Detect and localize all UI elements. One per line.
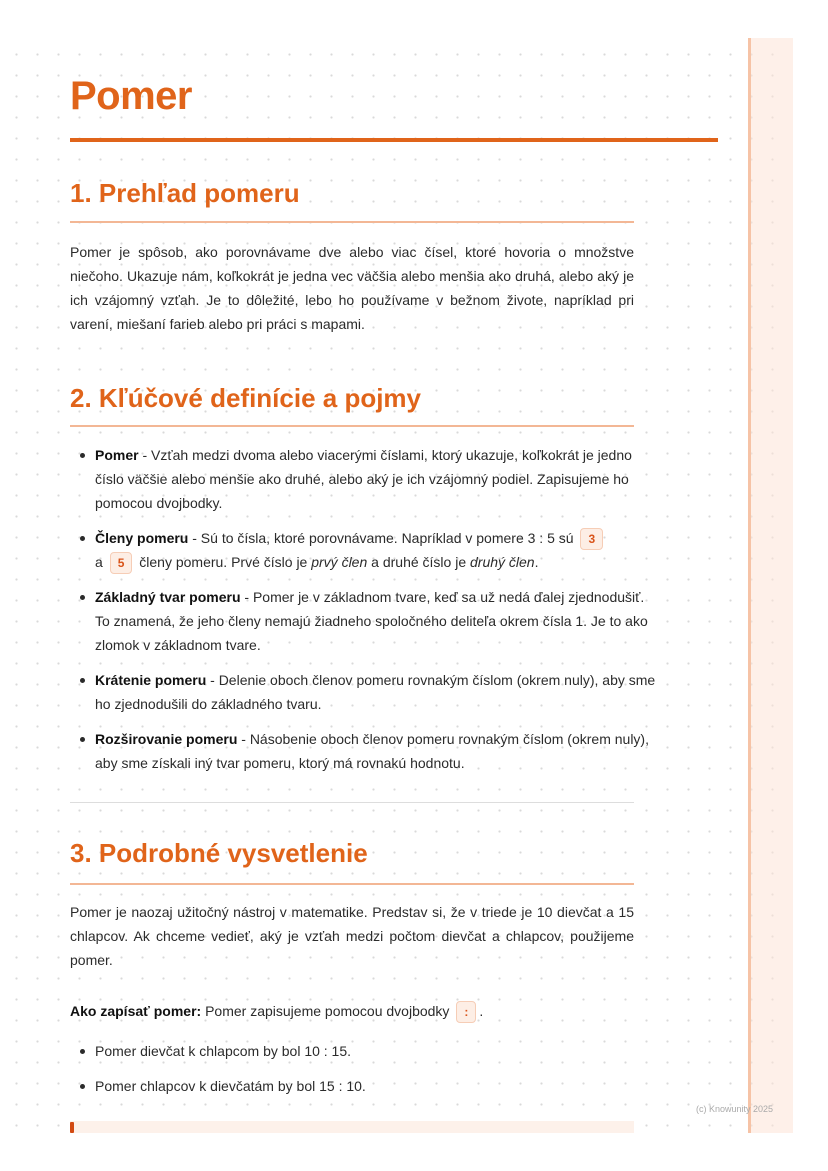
divider [70,802,634,803]
punctuation: . [479,1003,484,1019]
how-text: Pomer zapisujeme pomocou dvojbodky [201,1003,450,1019]
definition: - Pomer je v základnom tvare, keď sa už nedá ďalej zjednodušiť. To znamená, že jeho členy nemajú žiadneho spoločného deliteľa okrem čísla 1. Je to ako zlomok v základnom tvare. [95,589,648,653]
definition: . [534,554,539,570]
term: Členy pomeru [95,530,189,546]
section-paragraph: Pomer je spôsob, ako porovnávame dve alebo viac čísel, ktoré hovoria o množstve niečoho. Ukazuje nám, koľkokrát je jedna vec väčšia alebo menšia ako druhá, alebo aký je ich vzájomný vzťah. Je to dôležité, lebo ho používame v bežnom živote, napríklad pri varení, miešaní farieb alebo pri práci s mapami. [70,244,634,332]
term: Rozširovanie pomeru [95,731,238,747]
section-rule [70,425,634,427]
code-chip: : [456,1001,476,1023]
accent-mark [70,1122,74,1133]
section-heading: 3. Podrobné vysvetlenie [70,838,368,868]
section-rule [70,221,634,223]
emphasis: prvý člen [311,554,368,570]
definition: a [95,554,103,570]
definition: - Násobenie oboch členov pomeru rovnakým číslom (okrem nuly), aby sme získali iný tvar pomeru, ktorý má rovnakú hodnotu. [95,731,649,771]
definition: a druhé číslo je [367,554,470,570]
how-label: Ako zapísať pomer: [70,1003,202,1019]
section-heading: 2. Kľúčové definície a pojmy [70,383,422,413]
how-to-write [70,999,634,1023]
example-list [70,1039,659,1109]
title-rule [70,138,718,142]
list-item [95,668,659,716]
list-item [95,727,659,775]
emphasis: druhý člen [470,554,535,570]
list-item: Pomer chlapcov k dievčatám by bol 15 : 10. [95,1074,659,1098]
definition: - Vzťah medzi dvoma alebo viacerými číslami, ktorý ukazuje, koľkokrát je jedno číslo väčšie alebo menšie ako druhé, alebo aký je ich vzájomný podiel. Zapisujeme ho pomocou dvojbodky. [95,447,632,511]
list-item [95,585,659,657]
section-rule [70,883,634,885]
code-chip: 5 [110,552,133,574]
list-item: Pomer dievčat k chlapcom by bol 10 : 15. [95,1039,659,1063]
definition: členy pomeru. Prvé číslo je [139,554,312,570]
margin-strip [748,38,793,1133]
page-title: Pomer [70,74,192,118]
list-item [95,526,659,574]
code-chip: 3 [580,528,603,550]
definition: - Sú to čísla, ktoré porovnávame. Napríklad v pomere 3 : 5 sú [188,530,574,546]
section-heading: 1. Prehľad pomeru [70,178,300,208]
list-item [95,443,659,515]
definition-list [70,443,659,786]
section-paragraph: Pomer je naozaj užitočný nástroj v matematike. Predstav si, že v triede je 10 dievčat a 15 chlapcov. Ak chceme vedieť, aký je vzťah medzi počtom dievčat a chlapcov, použijeme pomer. [70,904,634,968]
definition: - Delenie oboch členov pomeru rovnakým číslom (okrem nuly), aby sme ho zjednodušili do základného tvaru. [95,672,656,712]
term: Základný tvar pomeru [95,589,241,605]
term: Pomer [95,447,139,463]
copyright-footer: (c) Knowunity 2025 [696,1104,774,1114]
next-block-preview [70,1121,634,1133]
term: Krátenie pomeru [95,672,207,688]
document-page [0,38,790,1133]
